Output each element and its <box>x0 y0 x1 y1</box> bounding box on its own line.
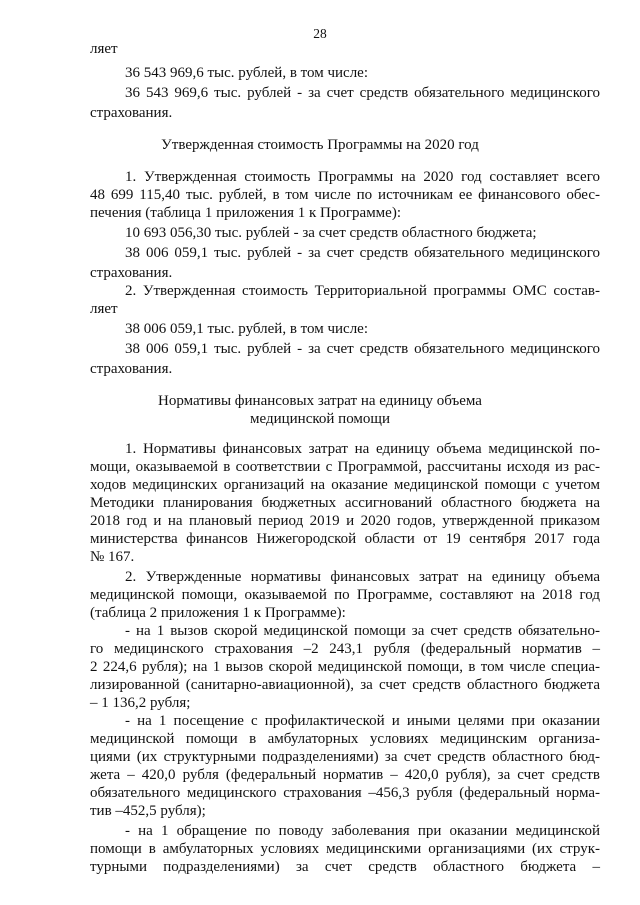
text-line: - на 1 вызов скорой медицинской помощи за счет средств обязательно- <box>125 623 600 639</box>
text-line: № 167. <box>90 549 135 565</box>
text-line: 38 006 059,1 тыс. рублей - за счет средств обязательного медицинского <box>125 341 600 357</box>
text-line: ляет <box>90 41 118 57</box>
text-line: печения (таблица 1 приложения 1 к Программе): <box>90 205 401 221</box>
text-line: 2. Утвержденные нормативы финансовых затрат на единицу объема <box>125 569 600 585</box>
text-line: помощи в амбулаторных условиях медицинскими организациями (их струк- <box>90 841 600 857</box>
text-line: 48 699 115,40 тыс. рублей, в том числе по источникам ее финансового обес- <box>90 187 600 203</box>
text-line: министерства финансов Нижегородской области от 19 сентября 2017 года <box>90 531 600 547</box>
text-line: - на 1 посещение с профилактической и иными целями при оказании <box>125 713 600 729</box>
text-line: турными подразделениями) за счет средств областного бюджета – <box>90 859 600 875</box>
text-line: 2 224,6 рубля); на 1 вызов скорой медицинской помощи, в том числе специа- <box>90 659 600 675</box>
text-line: 1. Нормативы финансовых затрат на единицу объема медицинской по- <box>125 441 600 457</box>
text-line: ляет <box>90 301 118 317</box>
text-line: жета – 420,0 рубля (федеральный норматив – 420,0 рубля), за счет средств <box>90 767 600 783</box>
text-line: – 1 136,2 рубля; <box>90 695 191 711</box>
text-line: го медицинского страхования –2 243,1 рубля (федеральный норматив – <box>90 641 600 657</box>
text-line: циями (их структурными подразделениями) за счет средств областного бюд- <box>90 749 600 765</box>
text-line: тив –452,5 рубля); <box>90 803 206 819</box>
text-line: обязательного медицинского страхования –456,3 рубля (федеральный норма- <box>90 785 600 801</box>
text-line: 10 693 056,30 тыс. рублей - за счет средств областного бюджета; <box>125 225 537 241</box>
text-line: 1. Утвержденная стоимость Программы на 2020 год составляет всего <box>125 169 600 185</box>
section-heading: Утвержденная стоимость Программы на 2020 год <box>161 137 479 153</box>
text-line: 38 006 059,1 тыс. рублей - за счет средств обязательного медицинского <box>125 245 600 261</box>
text-line: ходов медицинских организаций на оказание медицинской помощи с учетом <box>90 477 600 493</box>
text-line: мощи, оказываемой в соответствии с Программой, рассчитаны исходя из рас- <box>90 459 600 475</box>
text-line: 36 543 969,6 тыс. рублей, в том числе: <box>125 65 369 81</box>
text-line: Методики планирования бюджетных ассигнований областного бюджета на <box>90 495 600 511</box>
text-line: 2. Утвержденная стоимость Территориальной программы ОМС состав- <box>125 283 600 299</box>
section-heading: Нормативы финансовых затрат на единицу объема <box>158 393 482 409</box>
text-line: лизированной (санитарно-авиационной), за счет средств областного бюджета <box>90 677 600 693</box>
text-line: (таблица 2 приложения 1 к Программе): <box>90 605 346 621</box>
text-line: 38 006 059,1 тыс. рублей, в том числе: <box>125 321 369 337</box>
text-line: страхования. <box>90 265 173 281</box>
text-line: - на 1 обращение по поводу заболевания при оказании медицинской <box>125 823 600 839</box>
section-heading: медицинской помощи <box>250 411 390 427</box>
text-line: страхования. <box>90 105 173 121</box>
text-line: медицинской помощи, оказываемой по Программе, составляют на 2018 год <box>90 587 600 603</box>
page-number: 28 <box>313 26 327 41</box>
text-line: 2018 год и на плановый период 2019 и 2020 годов, утвержденной приказом <box>90 513 600 529</box>
text-line: 36 543 969,6 тыс. рублей - за счет средств обязательного медицинского <box>125 85 600 101</box>
text-line: медицинской помощи в амбулаторных условиях медицинским организа- <box>90 731 600 747</box>
text-line: страхования. <box>90 361 173 377</box>
